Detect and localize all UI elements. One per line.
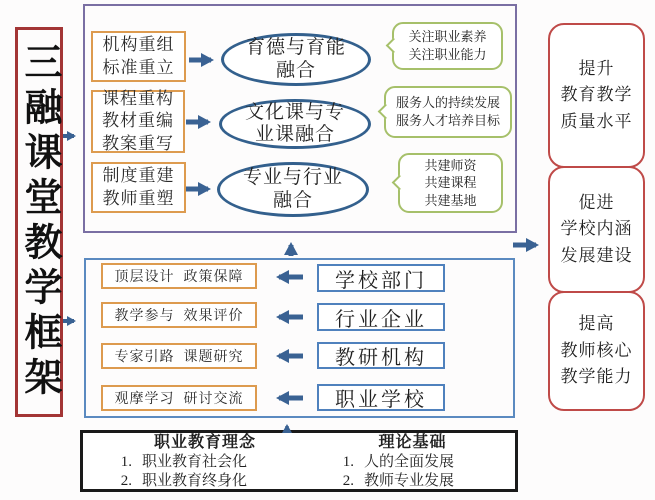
actor-box-industry-enterprises: 行业企业 [317,303,445,331]
callout-line: 关注职业素养 [408,29,487,45]
outcome-box-quality [548,23,645,168]
fusion-line: 专业与行业 [242,167,343,189]
actor-box-vocational-schools: 职业学校 [317,384,445,411]
foundation-heading: 理论基础 [378,434,447,451]
reform-line: 机构重组 [102,35,175,55]
reform-line: 教案重写 [102,133,174,153]
action-box-observation-study: 观摩学习 研讨交流 [101,385,257,411]
callout-line: 共建课程 [424,175,477,191]
item-number: 2. [342,473,354,489]
callout-co-construction [398,153,503,213]
outcome-line: 促进 [578,192,615,212]
action-box-expert-guidance: 专家引路 课题研究 [101,343,257,369]
reform-line: 制度重建 [102,166,175,186]
actor-box-research-institutions: 教研机构 [317,342,445,369]
outcome-line: 发展建设 [560,245,633,265]
actor-box-school-departments: 学校部门 [317,264,445,292]
outcome-line: 学校内涵 [560,219,633,239]
outcome-box-teacher-ability [548,291,645,411]
foundation-column-concepts [100,433,310,491]
foundation-item [320,453,505,472]
foundation-column-theory [320,433,505,491]
callout-vocational-quality [392,22,503,70]
outcome-box-school-development [548,166,645,293]
item-text: 职业教育社会化 [142,454,248,470]
reform-line: 标准重立 [102,57,175,77]
outcome-line: 教师核心 [560,340,633,360]
outcome-line: 提升 [578,58,615,78]
callout-line: 共建基地 [424,192,477,208]
outcome-line: 教育教学 [560,85,633,105]
fusion-line: 融合 [275,59,316,81]
fusion-line: 融合 [272,189,313,211]
fusion-ellipse-major-industry [217,162,369,217]
callout-line: 服务人的持续发展 [395,95,500,111]
foundation-item [320,472,505,491]
diagram-title: 三融课堂教学框架 [18,42,60,402]
diagram-title-box [15,27,63,417]
outcome-line: 教学能力 [560,367,633,387]
reform-line: 教材重编 [102,111,174,131]
item-text: 职业教育终身化 [142,473,248,489]
fusion-line: 业课融合 [254,124,335,145]
item-text: 教师专业发展 [364,473,455,489]
reform-line: 课程重构 [102,88,174,108]
foundation-item [100,453,310,472]
fusion-line: 文化课与专 [244,101,345,123]
callout-line: 共建师资 [424,157,477,173]
item-text: 人的全面发展 [364,454,455,470]
foundation-heading: 职业教育理念 [153,434,256,451]
outcome-line: 质量水平 [560,111,633,131]
item-number: 2. [120,473,132,489]
fusion-line: 育德与育能 [245,37,346,59]
outcome-line: 提高 [578,314,615,334]
reform-box-curriculum [91,90,185,153]
callout-line: 关注职业能力 [408,47,487,62]
reform-box-organization [91,31,186,82]
action-box-top-design: 顶层设计 政策保障 [101,263,257,289]
item-number: 1. [120,454,132,470]
reform-line: 教师重塑 [102,188,175,208]
foundation-item [100,472,310,491]
item-number: 1. [342,454,354,470]
action-box-teaching-participation: 教学参与 效果评价 [101,302,257,328]
callout-line: 服务人才培养目标 [395,113,500,128]
fusion-ellipse-culture-major [219,99,371,149]
fusion-ellipse-moral-ability [221,33,371,86]
reform-box-system [91,162,186,213]
callout-development-goals [384,86,512,138]
